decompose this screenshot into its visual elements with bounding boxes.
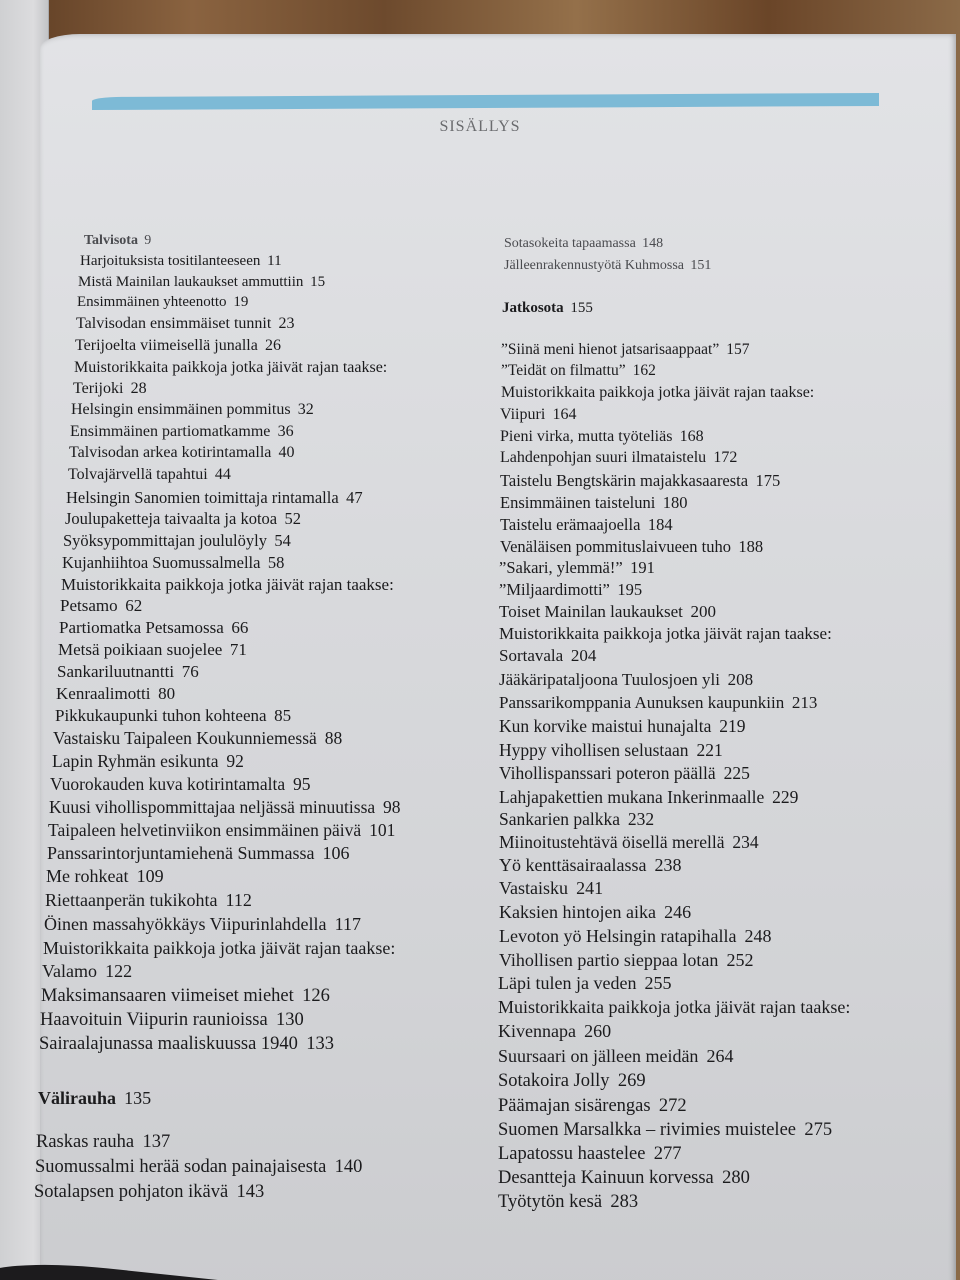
toc-entry-title: Taistelu erämaajoella <box>500 515 641 534</box>
toc-page-number: 221 <box>696 740 723 760</box>
toc-page-number: 168 <box>679 428 704 445</box>
toc-page-number: 283 <box>610 1192 639 1212</box>
toc-page-number: 172 <box>713 449 738 466</box>
toc-entry-title: Kujanhiihtoa Suomussalmella <box>62 553 261 572</box>
toc-entry <box>59 618 248 638</box>
toc-page-number: 71 <box>229 640 247 659</box>
toc-entry-title: Lapatossu haastelee <box>498 1144 646 1164</box>
toc-entry <box>71 401 314 419</box>
toc-entry-title: Lahjapakettien mukana Inkerinmaalle <box>499 787 765 807</box>
toc-entry-title: Partiomatka Petsamossa <box>59 618 224 637</box>
toc-entry <box>75 337 281 355</box>
toc-entry-title: Vastaisku <box>499 878 568 898</box>
toc-entry-title: Suomussalmi herää sodan painajaisesta <box>35 1157 327 1177</box>
toc-entry <box>498 1046 734 1067</box>
toc-entry <box>47 843 350 864</box>
toc-page-number: 151 <box>690 258 712 273</box>
toc-entry <box>68 466 231 484</box>
toc-page-number: 180 <box>662 493 688 512</box>
toc-page-number: 272 <box>658 1096 687 1116</box>
toc-page-number: 252 <box>726 950 754 970</box>
toc-entry <box>58 640 247 660</box>
toc-entry <box>76 315 294 333</box>
toc-entry-title: Vihollispanssari poteron päällä <box>499 763 716 783</box>
toc-entry-title: Sotalapsen pohjaton ikävä <box>34 1182 229 1202</box>
toc-page-number: 229 <box>772 787 799 807</box>
toc-page-number: 76 <box>181 662 199 681</box>
toc-page-number: 241 <box>576 878 604 898</box>
toc-entry <box>42 961 132 982</box>
toc-page-number: 126 <box>302 986 330 1006</box>
toc-entry-title: Suursaari on jälleen meidän <box>498 1046 699 1066</box>
toc-page-number: 232 <box>627 809 655 829</box>
toc-entry <box>500 449 737 467</box>
toc-entry <box>57 662 199 682</box>
toc-entry-title: Kuusi vihollispommittajaa neljässä minuutissa <box>49 797 376 817</box>
toc-page-number: 130 <box>276 1010 304 1030</box>
toc-entry <box>63 531 291 551</box>
toc-entry <box>45 890 252 911</box>
toc-entry <box>499 580 642 600</box>
toc-entry-title: ”Sakari, ylemmä!” <box>499 558 623 577</box>
toc-group-label <box>61 575 394 595</box>
toc-page-number: 255 <box>644 973 672 993</box>
toc-entry <box>499 832 759 853</box>
toc-page-number: 148 <box>642 236 664 251</box>
toc-entry-title: Muistorikkaita paikkoja jotka jäivät rajan taakse: <box>43 938 396 958</box>
toc-page-number: 26 <box>265 337 281 354</box>
toc-section-heading <box>502 300 593 317</box>
toc-entry-title: Panssarikomppania Aunuksen kaupunkiin <box>499 693 785 712</box>
toc-page-number: 88 <box>324 728 343 748</box>
toc-page-number: 234 <box>732 832 759 852</box>
toc-page-number: 66 <box>231 618 249 637</box>
toc-entry <box>55 706 291 726</box>
toc-page-number: 225 <box>723 763 750 783</box>
toc-page-number: 246 <box>664 902 692 922</box>
toc-entry <box>499 878 603 899</box>
toc-page-number: 44 <box>214 466 231 483</box>
toc-entry-title: Panssarintorjuntamiehenä Summassa <box>47 843 315 863</box>
toc-page-number: 28 <box>130 380 147 397</box>
toc-page-number: 275 <box>804 1120 833 1140</box>
toc-entry <box>48 820 395 841</box>
toc-entry-title: Sairaalajunassa maaliskuussa 1940 <box>39 1034 298 1054</box>
toc-entry <box>65 509 301 529</box>
toc-entry <box>499 602 716 622</box>
toc-entry-title: Valamo <box>42 961 97 981</box>
toc-page-number: 58 <box>267 553 285 572</box>
toc-entry <box>498 973 672 994</box>
toc-page-number: 23 <box>278 315 295 332</box>
toc-page-number: 109 <box>136 866 164 886</box>
toc-entry-title: Metsä poikiaan suojelee <box>58 640 223 659</box>
toc-entry <box>504 258 711 274</box>
toc-entry <box>78 274 325 291</box>
toc-section-heading <box>38 1088 151 1109</box>
toc-entry <box>500 515 673 535</box>
toc-entry <box>500 428 704 446</box>
toc-page-number: 112 <box>225 890 252 910</box>
toc-entry <box>498 1071 646 1092</box>
toc-entry-title: Vuorokauden kuva kotirintamalta <box>50 774 286 794</box>
toc-page-number: 137 <box>142 1132 171 1152</box>
toc-entry-title: Venäläisen pommituslaivueen tuho <box>500 537 731 556</box>
toc-entry-title: Lahdenpohjan suuri ilmataistelu <box>500 449 707 466</box>
toc-page-number: 62 <box>125 596 143 615</box>
toc-page-number: 143 <box>236 1182 265 1202</box>
toc-entry-title: Muistorikkaita paikkoja jotka jäivät rajan taakse: <box>61 575 394 594</box>
toc-entry-title: Riettaanperän tukikohta <box>45 890 218 910</box>
toc-entry-title: Muistorikkaita paikkoja jotka jäivät rajan taakse: <box>499 624 832 643</box>
toc-page-number: 184 <box>647 515 673 534</box>
page-title: SISÄLLYS <box>439 118 521 135</box>
toc-page-number: 122 <box>105 961 133 981</box>
toc-page-number: 40 <box>278 444 295 461</box>
toc-entry <box>49 797 401 818</box>
toc-entry <box>499 855 682 876</box>
toc-entry <box>40 1010 304 1031</box>
toc-page-number: 280 <box>722 1168 750 1188</box>
toc-entry-title: Hyppy vihollisen selustaan <box>499 740 689 760</box>
toc-entry <box>499 558 655 578</box>
toc-entry-title: Sortavala <box>499 646 564 665</box>
toc-page-number: 106 <box>322 843 350 863</box>
toc-page-number: 191 <box>630 558 655 577</box>
toc-entry-title: Ensimmäinen taisteluni <box>500 493 656 512</box>
toc-page-number: 95 <box>293 774 311 794</box>
toc-page-number: 157 <box>726 341 750 358</box>
toc-entry-title: Viipuri <box>500 406 546 423</box>
toc-page-number: 188 <box>738 537 764 556</box>
toc-entry <box>46 866 164 887</box>
toc-group-label <box>498 997 850 1018</box>
toc-page-number: 133 <box>306 1034 334 1054</box>
toc-entry-title: Terijoki <box>73 380 124 397</box>
toc-page-number: 213 <box>791 693 818 712</box>
toc-entry <box>499 926 772 947</box>
toc-page-number: 47 <box>346 488 363 507</box>
toc-entry <box>50 774 311 795</box>
toc-page-number: 269 <box>617 1071 646 1091</box>
toc-entry <box>41 986 330 1007</box>
toc-entry-title: Lapin Ryhmän esikunta <box>52 751 219 771</box>
toc-entry <box>499 646 596 666</box>
toc-page-number: 238 <box>654 855 682 875</box>
toc-entry-title: Öinen massahyökkäys Viipurinlahdella <box>44 914 327 934</box>
toc-entry-title: Kun korvike maistui hunajalta <box>499 716 712 736</box>
toc-entry-title: Yö kenttäsairaalassa <box>499 855 647 875</box>
toc-entry-title: Petsamo <box>60 596 118 615</box>
toc-entry-title: Tolvajärvellä tapahtui <box>68 466 208 483</box>
toc-entry <box>69 444 295 462</box>
toc-entry <box>35 1157 362 1178</box>
toc-page-number: 155 <box>570 300 593 316</box>
toc-entry-title: Sankariluutnantti <box>57 662 175 681</box>
toc-page-number: 36 <box>277 423 294 440</box>
toc-entry <box>499 693 817 713</box>
toc-entry-title: Me rohkeat <box>46 866 129 886</box>
toc-page-number: 264 <box>706 1046 734 1066</box>
toc-entry-title: Jälleenrakennustyötä Kuhmossa <box>504 258 685 273</box>
toc-entry-title: Talvisodan ensimmäiset tunnit <box>76 315 272 332</box>
toc-entry-title: Välirauha <box>38 1088 117 1108</box>
toc-entry <box>500 406 576 424</box>
toc-entry-title: Desantteja Kainuun korvessa <box>498 1168 714 1188</box>
toc-entry-title: Ensimmäinen partiomatkamme <box>70 423 271 440</box>
toc-entry <box>499 950 753 971</box>
toc-page-number: 85 <box>274 706 292 725</box>
toc-entry <box>499 902 691 923</box>
toc-entry <box>498 1096 687 1117</box>
toc-entry <box>70 423 294 441</box>
toc-page-number: 248 <box>744 926 772 946</box>
toc-entry <box>56 684 175 704</box>
toc-page-number: 204 <box>570 646 597 665</box>
toc-entry-title: Läpi tulen ja veden <box>498 973 637 993</box>
toc-entry-title: Talvisota <box>84 233 138 248</box>
toc-page-number: 135 <box>124 1088 152 1108</box>
toc-entry-title: Muistorikkaita paikkoja jotka jäivät rajan taakse: <box>498 997 851 1017</box>
toc-page-number: 117 <box>334 914 361 934</box>
toc-page-number: 11 <box>267 253 282 269</box>
toc-entry-title: Kivennapa <box>498 1021 576 1041</box>
toc-entry-title: Haavoituin Viipurin raunioissa <box>40 1010 268 1030</box>
toc-entry <box>62 553 284 573</box>
toc-entry <box>500 471 780 491</box>
toc-entry-title: Muistorikkaita paikkoja jotka jäivät rajan taakse: <box>501 384 815 401</box>
toc-entry <box>501 341 749 359</box>
toc-entry <box>498 1144 681 1165</box>
toc-group-label <box>501 384 814 402</box>
toc-page-number: 98 <box>383 797 401 817</box>
toc-entry-title: Työtytön kesä <box>498 1192 603 1212</box>
toc-entry-title: Pieni virka, mutta työteliäs <box>500 428 673 445</box>
toc-entry-title: Pikkukaupunki tuhon kohteena <box>55 706 267 725</box>
toc-entry <box>44 914 361 935</box>
toc-entry <box>500 537 763 557</box>
toc-entry <box>498 1021 611 1042</box>
toc-entry-title: Taipaleen helvetinviikon ensimmäinen päivä <box>48 820 362 840</box>
toc-page-number: 80 <box>158 684 176 703</box>
toc-page-number: 52 <box>284 509 302 528</box>
toc-group-label <box>499 624 832 644</box>
toc-page-number: 101 <box>369 820 396 840</box>
toc-entry-title: Ensimmäinen yhteenotto <box>77 294 227 310</box>
toc-group-label <box>43 938 395 959</box>
toc-group-label <box>74 359 387 377</box>
toc-page-number: 260 <box>584 1021 612 1041</box>
toc-entry <box>499 670 753 690</box>
toc-entry-title: Syöksypommittajan joululöyly <box>63 531 267 550</box>
toc-entry-title: Sotasokeita tapaamassa <box>504 236 636 251</box>
toc-entry <box>504 236 663 252</box>
toc-entry <box>34 1182 264 1203</box>
toc-entry-title: Helsingin Sanomien toimittaja rintamalla <box>66 488 339 507</box>
toc-entry-title: Suomen Marsalkka – rivimies muistelee <box>498 1120 796 1140</box>
toc-entry <box>77 294 248 311</box>
toc-page-number: 19 <box>233 294 249 310</box>
toc-entry-title: Harjoituksista tositilanteeseen <box>80 253 261 269</box>
toc-page-number: 164 <box>552 406 577 423</box>
toc-entry-title: Muistorikkaita paikkoja jotka jäivät rajan taakse: <box>74 359 388 376</box>
toc-entry-title: Raskas rauha <box>36 1132 135 1152</box>
toc-entry <box>498 1192 638 1213</box>
toc-entry-title: Kenraalimotti <box>56 684 151 703</box>
toc-entry-title: Terijoelta viimeisellä junalla <box>75 337 258 354</box>
toc-page-number: 140 <box>334 1157 363 1177</box>
toc-entry-title: Taistelu Bengtskärin majakkasaaresta <box>500 471 749 490</box>
toc-page-number: 219 <box>719 716 746 736</box>
toc-entry-title: Vihollisen partio sieppaa lotan <box>499 950 719 970</box>
toc-entry-title: ”Teidät on filmattu” <box>501 362 626 379</box>
toc-entry-title: Levoton yö Helsingin ratapihalla <box>499 926 737 946</box>
toc-entry-title: ”Siinä meni hienot jatsarisaappaat” <box>501 341 720 358</box>
toc-entry <box>80 253 282 270</box>
toc-entry <box>499 809 654 830</box>
toc-entry <box>73 380 147 398</box>
toc-entry <box>66 488 363 508</box>
toc-entry <box>52 751 244 772</box>
toc-entry-title: Mistä Mainilan laukaukset ammuttiin <box>78 274 304 290</box>
toc-page-number: 162 <box>632 362 656 379</box>
toc-entry <box>498 1120 832 1141</box>
toc-page-number: 15 <box>310 274 326 290</box>
toc-entry-title: Joulupaketteja taivaalta ja kotoa <box>65 509 278 528</box>
toc-entry <box>498 1168 750 1189</box>
toc-entry <box>53 728 342 749</box>
toc-page-number: 9 <box>144 233 152 248</box>
toc-entry-title: Jatkosota <box>502 300 564 316</box>
toc-entry-title: Maksimansaaren viimeiset miehet <box>41 986 294 1006</box>
toc-page-number: 208 <box>727 670 754 689</box>
toc-entry-title: Jääkäripataljoona Tuulosjoen yli <box>499 670 720 689</box>
toc-entry <box>500 493 688 513</box>
toc-entry-title: Talvisodan arkea kotirintamalla <box>69 444 272 461</box>
toc-entry-title: Toiset Mainilan laukaukset <box>499 602 683 621</box>
toc-page-number: 195 <box>617 580 643 599</box>
toc-entry-title: Sankarien palkka <box>499 809 620 829</box>
toc-entry <box>499 716 746 737</box>
toc-page-number: 54 <box>274 531 291 550</box>
toc-entry-title: Helsingin ensimmäinen pommitus <box>71 401 291 418</box>
toc-entry-title: Miinoitustehtävä öisellä merellä <box>499 832 725 852</box>
toc-section-heading <box>84 233 151 249</box>
toc-entry <box>501 362 656 380</box>
toc-page-number: 92 <box>226 751 244 771</box>
toc-page-number: 200 <box>690 602 717 621</box>
toc-entry-title: Sotakoira Jolly <box>498 1071 610 1091</box>
toc-entry <box>60 596 142 616</box>
toc-entry <box>499 740 723 761</box>
toc-page-number: 175 <box>755 471 781 490</box>
toc-entry <box>39 1034 334 1055</box>
toc-entry-title: Kaksien hintojen aika <box>499 902 656 922</box>
toc-page-number: 277 <box>653 1144 682 1164</box>
toc-entry <box>36 1132 170 1153</box>
toc-entry-title: Vastaisku Taipaleen Koukunniemessä <box>53 728 317 748</box>
toc-page-number: 32 <box>297 401 314 418</box>
toc-entry <box>499 787 798 808</box>
toc-entry <box>499 763 750 784</box>
toc-entry-title: Päämajan sisärengas <box>498 1096 651 1116</box>
toc-entry-title: ”Miljaardimotti” <box>499 580 610 599</box>
